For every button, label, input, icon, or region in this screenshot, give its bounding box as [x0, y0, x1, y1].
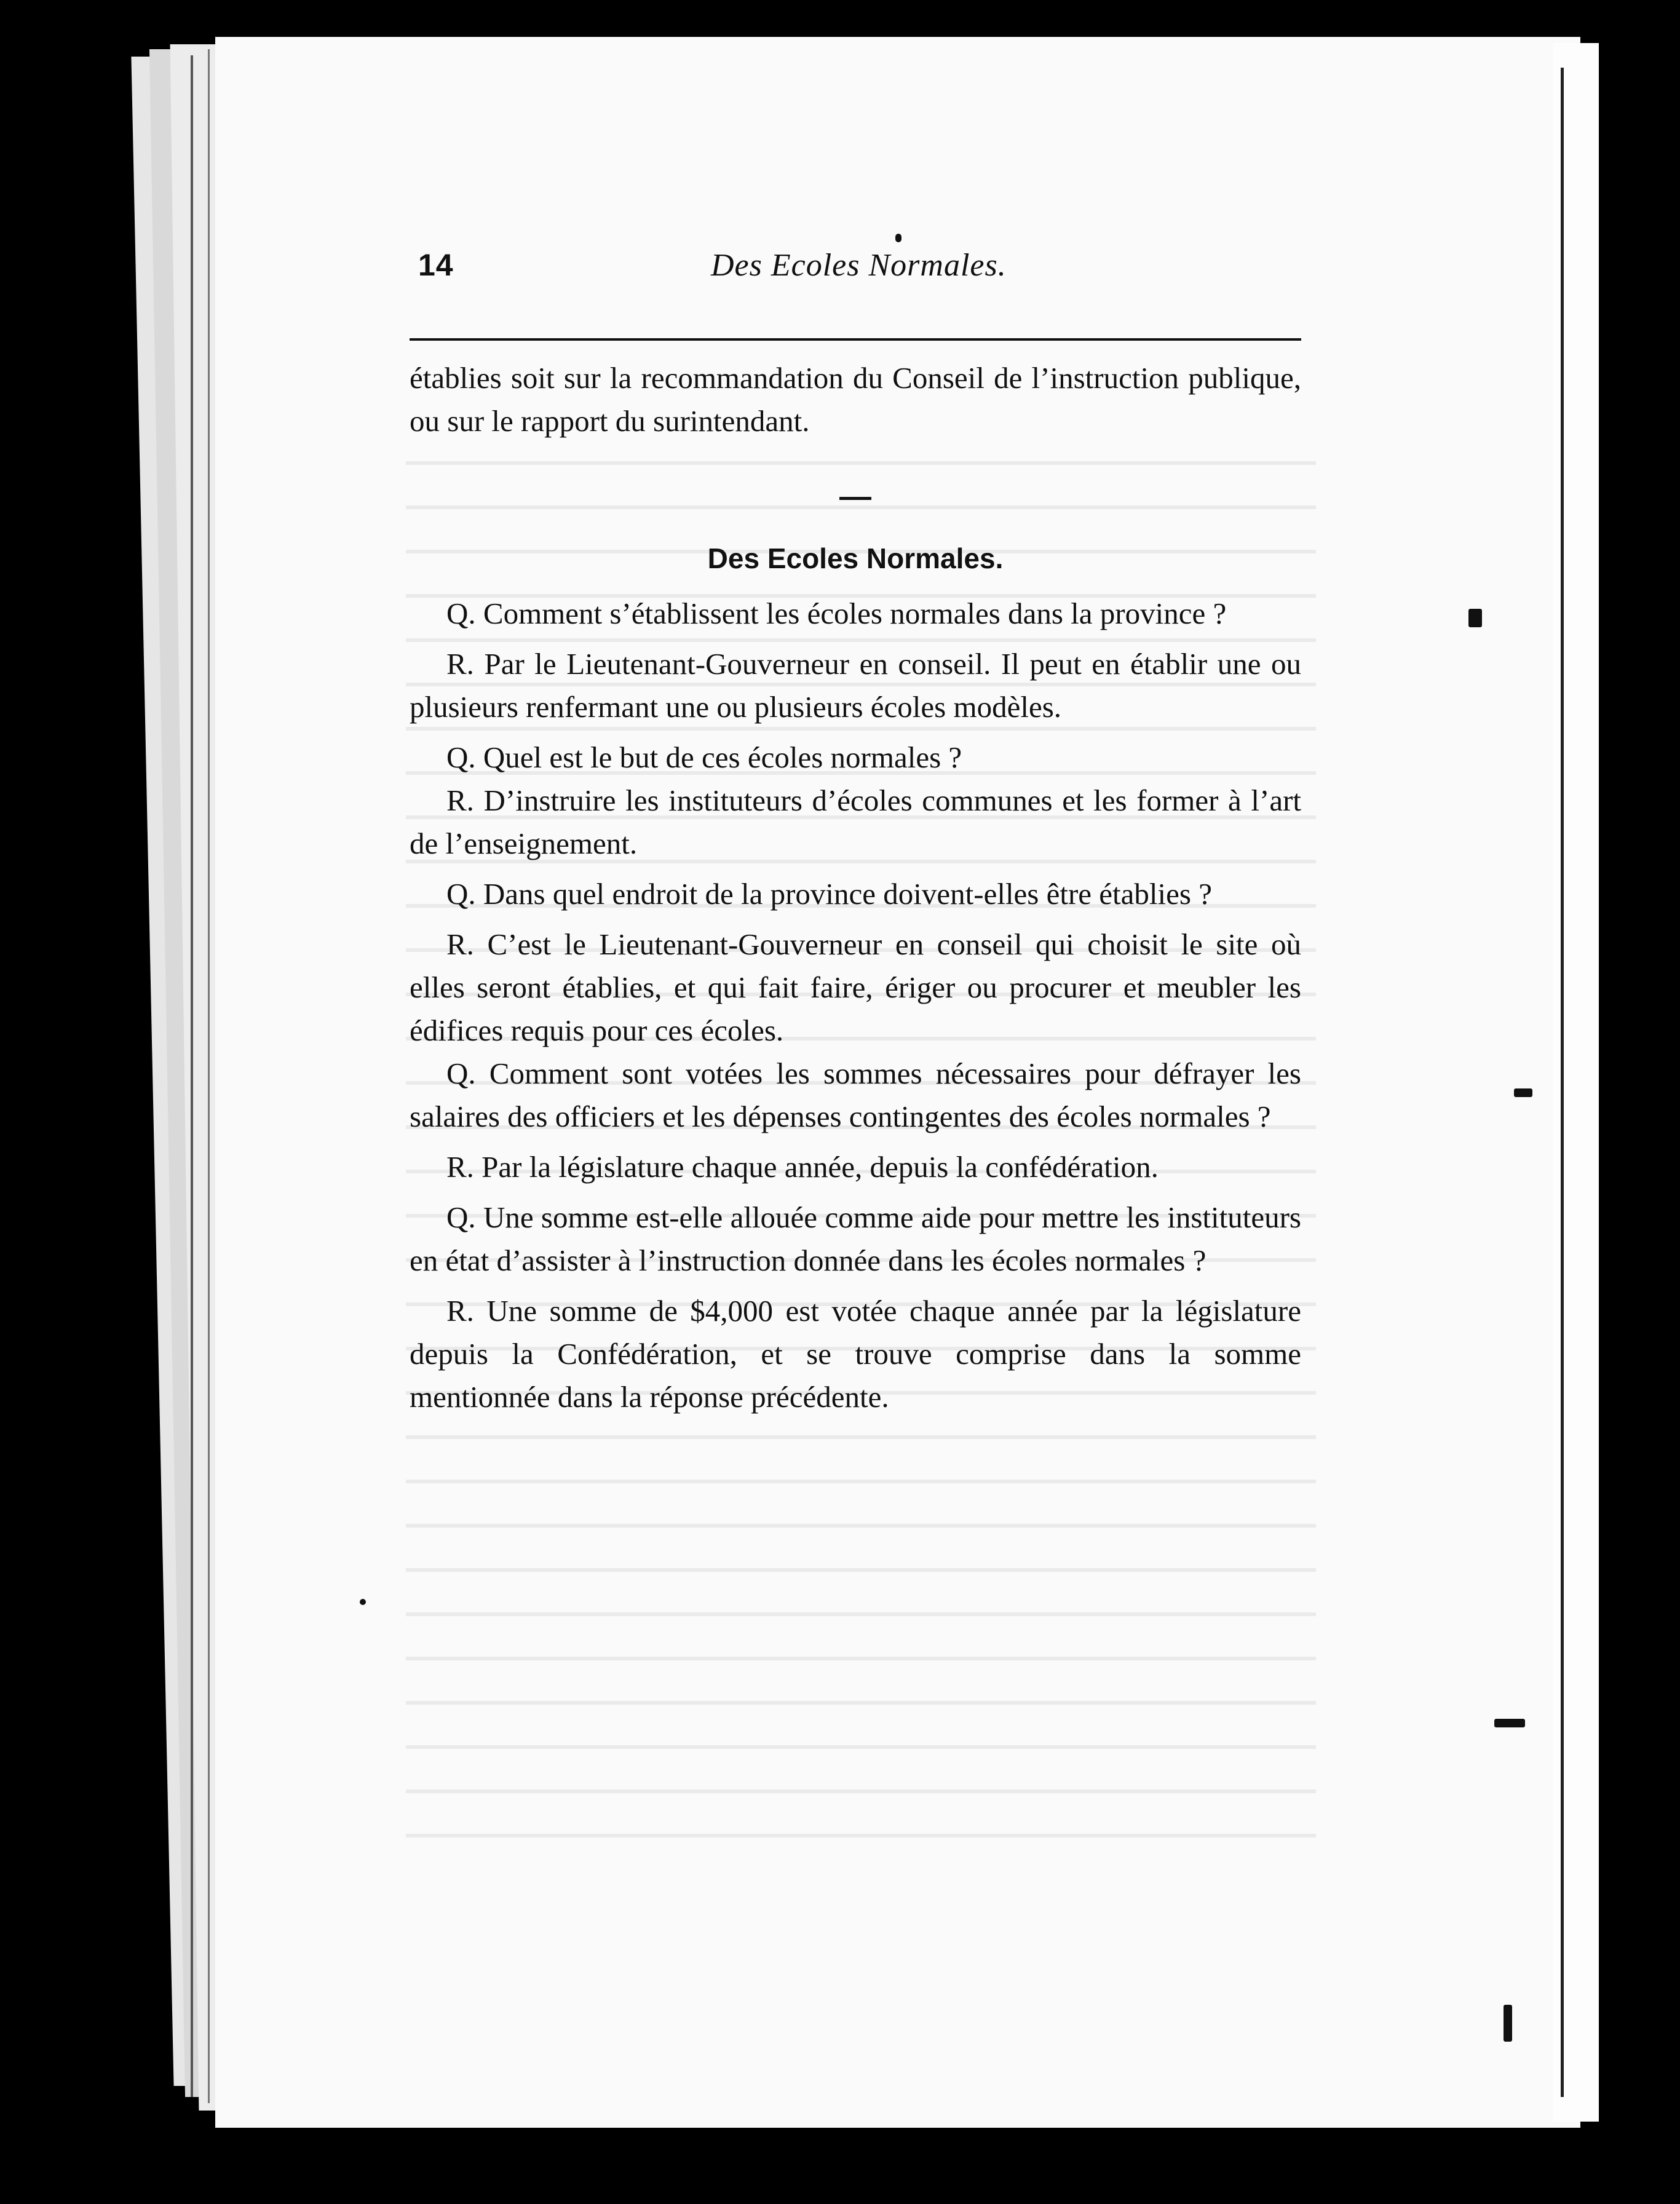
question-paragraph: Q. Dans quel endroit de la province doivent-elles être établies ?: [446, 877, 1212, 911]
text-block: [410, 234, 1301, 1414]
scan-border: [1599, 37, 1680, 2140]
intro-paragraph: établies soit sur la recommandation du Conseil de l’instruction publique, ou sur le rapport du surintendant.: [410, 361, 1301, 438]
running-header: [410, 234, 1301, 301]
question-paragraph: Q. Comment sont votées les sommes nécessaires pour défrayer les salaires des officiers et les dépenses contingentes des écoles normales ?: [410, 1056, 1301, 1133]
page-number: 14: [418, 248, 454, 282]
page-edge-line: [191, 55, 193, 2097]
scan-speck: [360, 1599, 366, 1605]
answer-paragraph: R. C’est le Lieutenant-Gouverneur en conseil qui choisit le site où elles seront établies, et qui fait faire, ériger ou procurer et meubler les édifices requis pour ces écoles.: [410, 927, 1301, 1047]
answer-paragraph: R. Par le Lieutenant-Gouverneur en conseil. Il peut en établir une ou plusieurs renfermant une ou plusieurs écoles modèles.: [410, 647, 1301, 724]
page-body: [410, 357, 1301, 1419]
answer-paragraph: R. Par la législature chaque année, depuis la confédération.: [446, 1150, 1159, 1184]
question-paragraph: Q. Quel est le but de ces écoles normales ?: [446, 740, 962, 774]
running-title: Des Ecoles Normales.: [711, 248, 1007, 283]
page-edge-line: [208, 49, 210, 2103]
scan-speck: [1514, 1088, 1532, 1097]
section-separator: [839, 497, 871, 500]
binding-line: [1561, 68, 1564, 2097]
scan-speck: [1468, 609, 1482, 627]
answer-paragraph: R. Une somme de $4,000 est votée chaque année par la législature depuis la Confédération, et se trouve comprise dans la somme mentionnée dans la réponse précédente.: [410, 1294, 1301, 1414]
question-paragraph: Q. Comment s’établissent les écoles normales dans la province ?: [446, 597, 1227, 630]
question-paragraph: Q. Une somme est-elle allouée comme aide pour mettre les instituteurs en état d’assister à l’instruction donnée dans les écoles normales ?: [410, 1200, 1301, 1277]
scan-speck: [1504, 2005, 1512, 2042]
answer-paragraph: R. D’instruire les instituteurs d’écoles communes et les former à l’art de l’enseignement.: [410, 783, 1301, 860]
scan-speck: [1494, 1719, 1525, 1727]
header-rule: [410, 338, 1301, 341]
section-title: Des Ecoles Normales.: [707, 542, 1004, 574]
